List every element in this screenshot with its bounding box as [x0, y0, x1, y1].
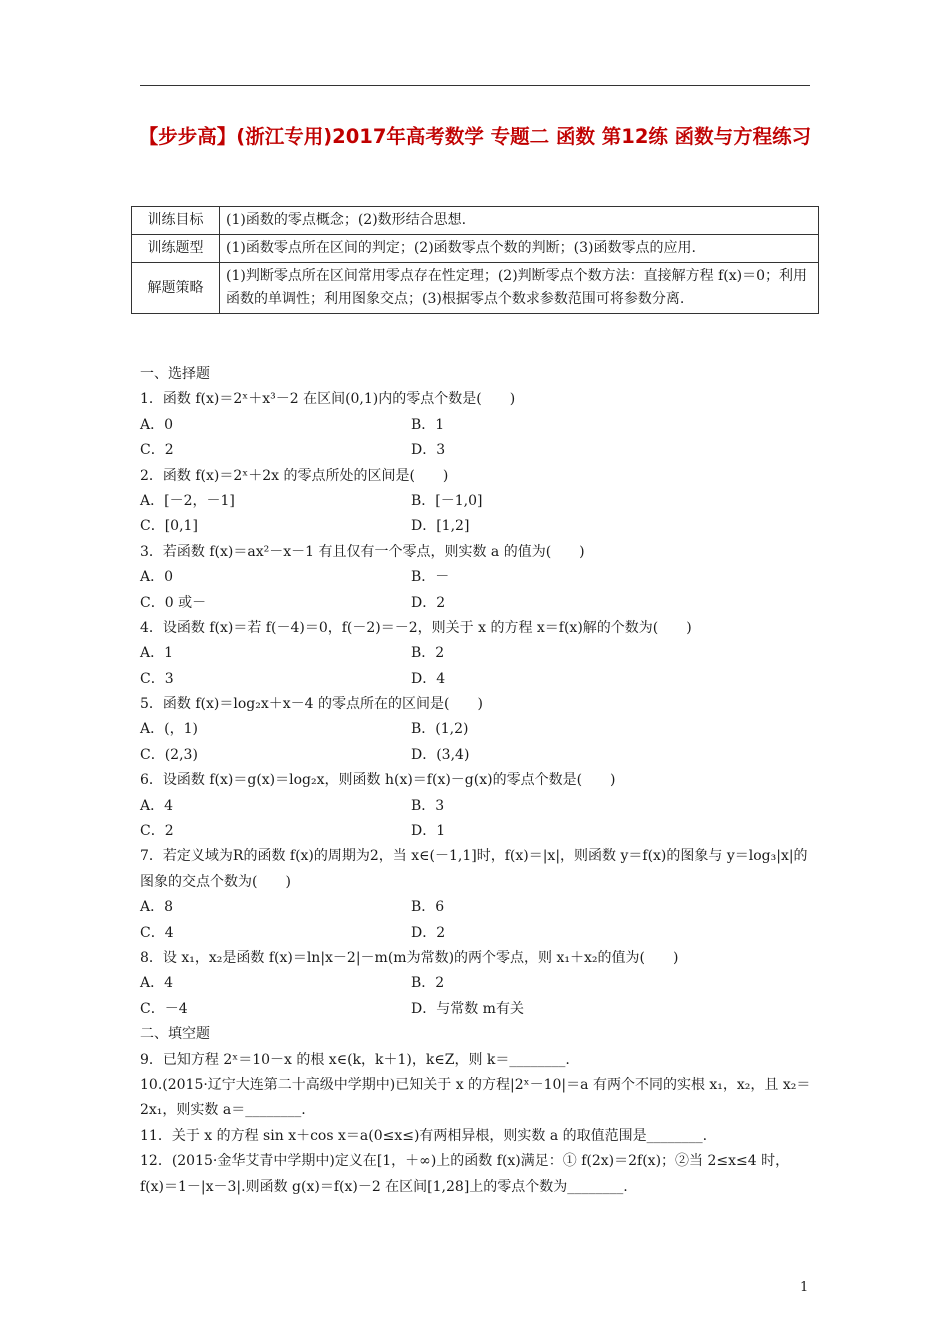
- option: C．0 或－: [140, 594, 207, 611]
- option: D．(3,4): [411, 746, 470, 763]
- options-row: [140, 591, 812, 616]
- questions-body: [140, 362, 812, 1200]
- row-label: 训练目标: [132, 207, 220, 235]
- row-content: (1)函数的零点概念；(2)数形结合思想.: [220, 207, 819, 235]
- fill-question: 11．关于 x 的方程 sin x＋cos x＝a(0≤x≤)有两相异根，则实数 a 的取值范围是________.: [140, 1127, 708, 1144]
- option: D．1: [411, 823, 446, 840]
- option: D．2: [411, 594, 446, 611]
- option: A．0: [140, 416, 174, 433]
- row-label: 解题策略: [132, 263, 220, 314]
- table-row: [132, 207, 819, 235]
- option: C．2: [140, 823, 174, 840]
- options-row: [140, 489, 812, 514]
- question-stem: 4．设函数 f(x)＝若 f(－4)＝0，f(－2)＝－2，则关于 x 的方程 x＝f(x)解的个数为( ): [140, 619, 692, 636]
- document-title: 【步步高】(浙江专用)2017年高考数学 专题二 函数 第12练 函数与方程练习: [138, 125, 812, 148]
- section-heading: 一、选择题: [140, 366, 210, 382]
- question-stem: 3．若函数 f(x)＝ax²－x－1 有且仅有一个零点，则实数 a 的值为( ): [140, 543, 585, 560]
- table-row: [132, 263, 819, 314]
- options-row: [140, 514, 812, 539]
- options-row: [140, 997, 812, 1022]
- option: C．[0,1]: [140, 518, 198, 535]
- question-stem: 6．设函数 f(x)＝g(x)＝log₂x，则函数 h(x)＝f(x)－g(x)的零点个数是( ): [140, 772, 616, 789]
- options-row: [140, 895, 812, 920]
- options-row: [140, 717, 812, 742]
- option: A．4: [140, 797, 174, 814]
- options-row: [140, 971, 812, 996]
- options-row: [140, 667, 812, 692]
- options-row: [140, 413, 812, 438]
- fill-question: 10.(2015·辽宁大连第二十高级中学期中)已知关于 x 的方程|2ˣ－10|＝a 有两个不同的实根 x₁，x₂，且 x₂＝2x₁，则实数 a＝________.: [140, 1076, 811, 1119]
- page-number: 1: [800, 1280, 809, 1295]
- option: B．3: [411, 797, 445, 814]
- option: D．2: [411, 924, 446, 941]
- option: C．(2,3): [140, 746, 198, 763]
- options-row: [140, 438, 812, 463]
- option: C．3: [140, 670, 174, 687]
- option: B．(1,2): [411, 721, 469, 738]
- option: A．[－2，－1]: [140, 492, 235, 509]
- options-row: [140, 794, 812, 819]
- question-stem: 1．函数 f(x)＝2ˣ＋x³－2 在区间(0,1)内的零点个数是( ): [140, 391, 516, 408]
- option: D．3: [411, 442, 446, 459]
- fill-question: 9．已知方程 2ˣ＝10－x 的根 x∈(k，k＋1)，k∈Z，则 k＝________.: [140, 1051, 570, 1068]
- option: B．2: [411, 975, 445, 992]
- option: B．－: [411, 569, 450, 586]
- option: B．6: [411, 899, 445, 916]
- question-stem: 7．若定义域为R的函数 f(x)的周期为2，当 x∈(－1,1]时，f(x)＝|x|，则函数 y＝f(x)的图象与 y＝log₃|x|的图象的交点个数为( ): [140, 848, 808, 890]
- question-stem: 5．函数 f(x)＝log₂x＋x－4 的零点所在的区间是( ): [140, 696, 483, 713]
- training-info-table: [131, 206, 819, 314]
- option: C．2: [140, 442, 174, 459]
- option: B．[－1,0]: [411, 492, 483, 509]
- option: A．0: [140, 569, 174, 586]
- section-heading: 二、填空题: [140, 1026, 210, 1043]
- options-row: [140, 743, 812, 768]
- option: D．4: [411, 670, 446, 687]
- row-content: (1)函数零点所在区间的判定；(2)函数零点个数的判断；(3)函数零点的应用.: [220, 235, 819, 263]
- row-label: 训练题型: [132, 235, 220, 263]
- option: A．(，1): [140, 721, 198, 738]
- row-content: (1)判断零点所在区间常用零点存在性定理；(2)判断零点个数方法：直接解方程 f(x)＝0；利用函数的单调性；利用图象交点；(3)根据零点个数求参数范围可将参数分离.: [220, 263, 819, 314]
- fill-question: 12．(2015·金华艾青中学期中)定义在[1，＋∞)上的函数 f(x)满足：① f(2x)＝2f(x)；②当 2≤x≤4 时，f(x)＝1－|x－3|.则函数 g(x)＝f(x)－2 在区间[1,28]上的零点个数为________.: [140, 1153, 790, 1195]
- options-row: [140, 819, 812, 844]
- options-row: [140, 921, 812, 946]
- header-rule: [140, 85, 810, 86]
- option: C．4: [140, 924, 174, 941]
- question-stem: 8．设 x₁，x₂是函数 f(x)＝ln|x－2|－m(m为常数)的两个零点，则 x₁＋x₂的值为( ): [140, 950, 679, 967]
- option: A．8: [140, 899, 174, 916]
- options-row: [140, 641, 812, 666]
- question-stem: 2．函数 f(x)＝2ˣ＋2x 的零点所处的区间是( ): [140, 467, 449, 484]
- option: A．1: [140, 645, 174, 662]
- option: D．[1,2]: [411, 518, 470, 535]
- options-row: [140, 565, 812, 590]
- option: A．4: [140, 975, 174, 992]
- option: B．1: [411, 416, 445, 433]
- option: B．2: [411, 645, 445, 662]
- option: C．－4: [140, 1000, 188, 1017]
- option: D．与常数 m有关: [411, 1000, 524, 1017]
- table-row: [132, 235, 819, 263]
